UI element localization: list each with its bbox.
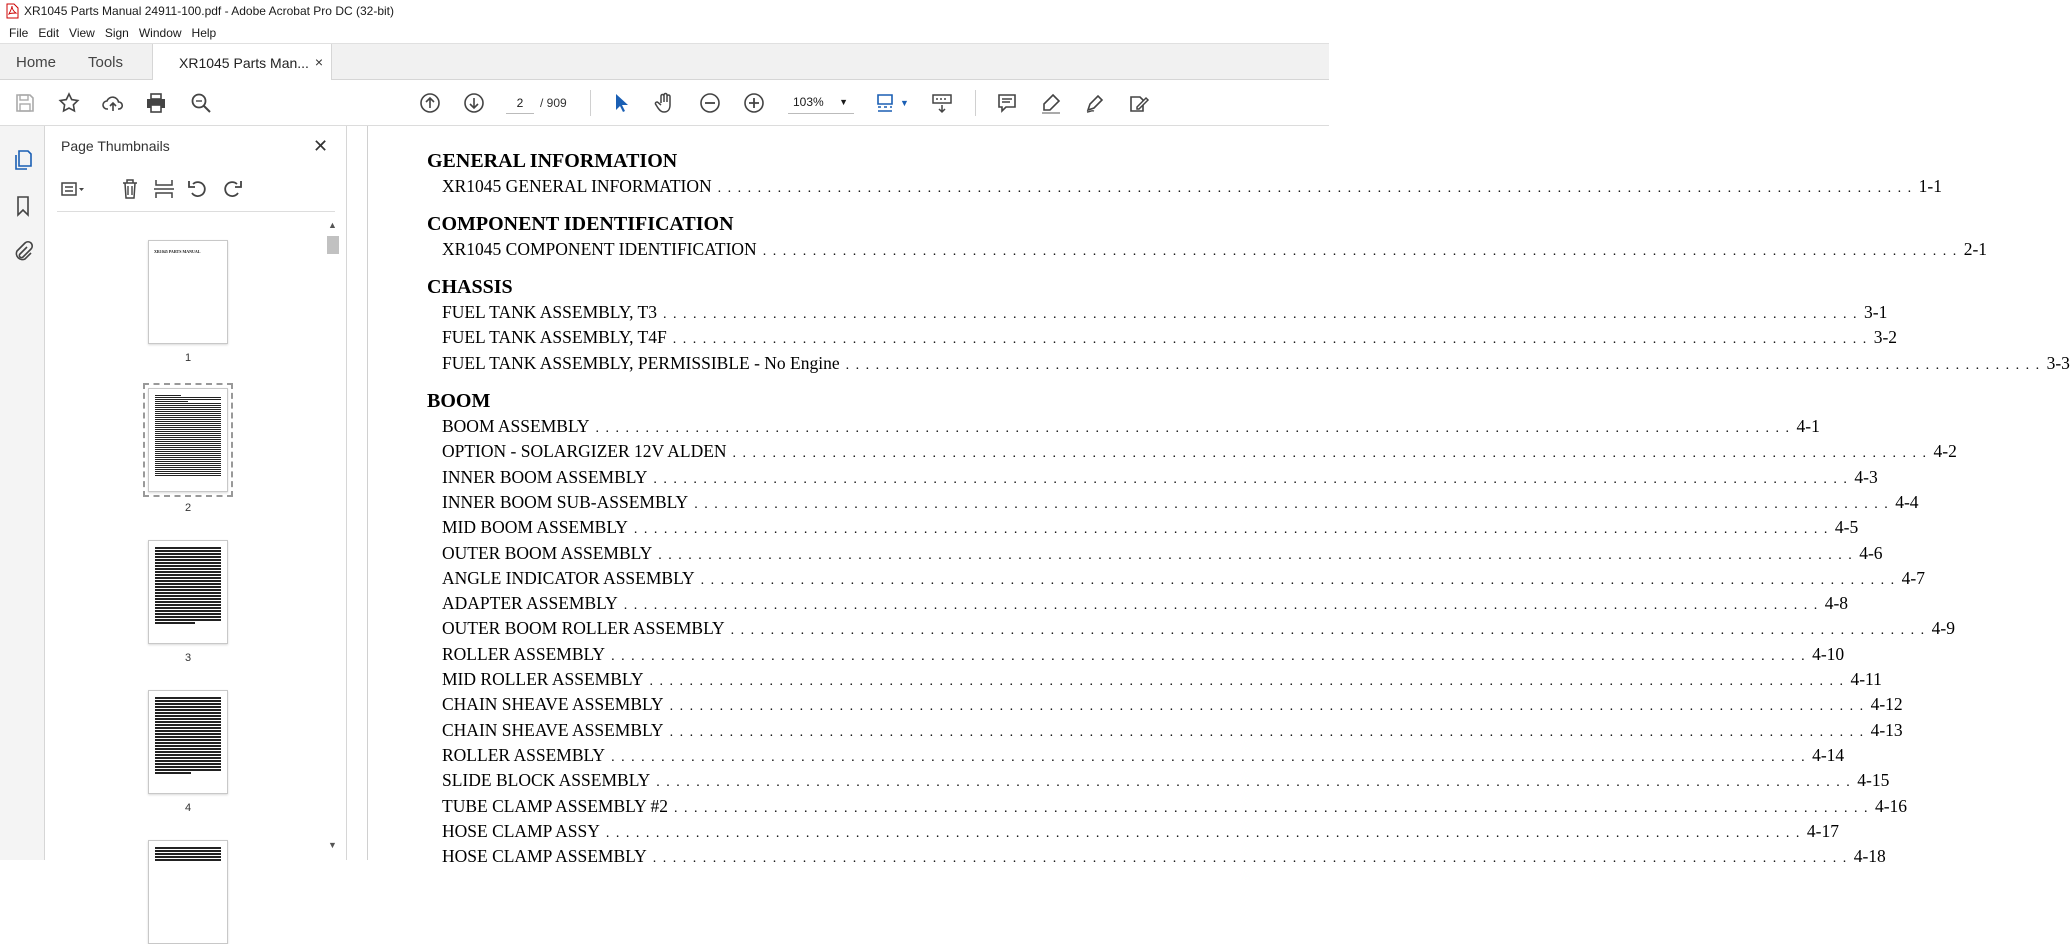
menu-help[interactable]: Help [191, 25, 217, 40]
print-icon[interactable] [143, 90, 169, 116]
toc-entry[interactable] [442, 416, 1820, 438]
toc-entry-page: 4-6 [1859, 542, 1883, 563]
toc-entry-page: 4-8 [1824, 593, 1849, 614]
toolbar-divider [975, 90, 976, 116]
toc-entry[interactable] [442, 593, 1849, 615]
toc-entry[interactable] [442, 441, 1957, 463]
page-number-input[interactable]: 2 [506, 92, 534, 114]
toc-section-heading: CHASSIS [427, 276, 513, 298]
toc-entry-label: OUTER BOOM ROLLER ASSEMBLY [442, 618, 725, 639]
toc-entry[interactable] [442, 820, 1839, 843]
toc-leader-dots: . . . . . . . . . . . . . . . . . . . . . . . . . . . . . . . . . . . . . . . . . . . . . . . . . . . . . . . . . . . . . . . . . . . . . . . . . . . . . . . . . . . . . . . . . . . . . . . . . . . . . . . . . . . . . . . . . . . . . . . . [663, 307, 1858, 322]
toc-leader-dots: . . . . . . . . . . . . . . . . . . . . . . . . . . . . . . . . . . . . . . . . . . . . . . . . . . . . . . . . . . . . . . . . . . . . . . . . . . . . . . . . . . . . . . . . . . . . . . . . . . . . . . . . . . . . . . . . . . . . . . . . [652, 851, 1848, 867]
toc-entry-page: 4-18 [1853, 846, 1886, 867]
toc-entry-label: XR1045 COMPONENT IDENTIFICATION [442, 239, 757, 259]
panel-divider [57, 211, 335, 212]
acrobat-pdf-icon [6, 4, 18, 18]
toc-entry-page: 4-2 [1933, 441, 1957, 462]
toc-entry-label: MID ROLLER ASSEMBLY [442, 669, 644, 689]
thumbnail-options-icon[interactable] [59, 176, 85, 202]
fill-sign-icon[interactable] [1126, 90, 1152, 116]
toc-leader-dots: . . . . . . . . . . . . . . . . . . . . . . . . . . . . . . . . . . . . . . . . . . . . . . . . . . . . . . . . . . . . . . . . . . . . . . . . . . . . . . . . . . . . . . . . . . . . . . . . . . . . . . . . . . . . . . . . . . . . . . . . [649, 674, 1845, 689]
page-fit-dropdown-icon[interactable]: ▼ [900, 98, 909, 108]
toc-entry-label: INNER BOOM ASSEMBLY [442, 466, 648, 487]
toc-entry-page: 4-9 [1931, 618, 1955, 639]
toc-entry-label: FUEL TANK ASSEMBLY, T3 [442, 302, 657, 322]
toc-entry-page: 4-10 [1812, 643, 1845, 664]
scroll-mode-icon[interactable] [929, 90, 955, 116]
toc-entry[interactable] [442, 618, 1955, 640]
select-cursor-icon[interactable] [608, 90, 634, 116]
toc-entry-label: HOSE CLAMP ASSEMBLY [442, 846, 647, 867]
toc-entry-label: CHAIN SHEAVE ASSEMBLY [442, 719, 664, 740]
toc-leader-dots: . . . . . . . . . . . . . . . . . . . . . . . . . . . . . . . . . . . . . . . . . . . . . . . . . . . . . . . . . . . . . . . . . . . . . . . . . . . . . . . . . . . . . . . . . . . . . . . . . . . . . . . . . . . . . . . . . . . . . . . . [694, 496, 1890, 512]
chevron-down-icon: ▼ [839, 97, 848, 107]
bookmark-star-icon[interactable] [56, 90, 82, 116]
tab-document-label: XR1045 Parts Man... [179, 54, 309, 71]
toc-entry-label: ROLLER ASSEMBLY [442, 744, 606, 765]
rotate-clockwise-icon[interactable] [219, 176, 245, 202]
toc-entry-label: CHAIN SHEAVE ASSEMBLY [442, 694, 664, 715]
save-icon[interactable] [12, 90, 38, 116]
toc-entry[interactable] [442, 239, 1988, 261]
panel-toolbar [59, 176, 339, 204]
search-zoom-icon[interactable] [188, 90, 214, 116]
thumbnail-text-lines [155, 697, 221, 787]
toc-entry-label: OUTER BOOM ASSEMBLY [442, 542, 653, 563]
toc-leader-dots: . . . . . . . . . . . . . . . . . . . . . . . . . . . . . . . . . . . . . . . . . . . . . . . . . . . . . . . . . . . . . . . . . . . . . . . . . . . . . . . . . . . . . . . . . . . . . . . . . . . . . . . . . . . . . . . . . . . . . . . . [595, 421, 1791, 436]
toc-entry[interactable] [442, 770, 1890, 792]
toc-leader-dots: . . . . . . . . . . . . . . . . . . . . . . . . . . . . . . . . . . . . . . . . . . . . . . . . . . . . . . . . . . . . . . . . . . . . . . . . . . . . . . . . . . . . . . . . . . . . . . . . . . . . . . . . . . . . . . . . . . . . . . . . [611, 648, 1807, 664]
page-thumbnails-panel [45, 126, 347, 860]
toc-entry-page: 4-12 [1870, 694, 1903, 715]
tab-bar [0, 43, 1329, 80]
toc-entry-page: 4-3 [1854, 466, 1878, 487]
toc-leader-dots: . . . . . . . . . . . . . . . . . . . . . . . . . . . . . . . . . . . . . . . . . . . . . . . . . . . . . . . . . . . . . . . . . . . . . . . . . . . . . . . . . . . . . . . . . . . . . . . . . . . . . . . . . . . . . . . . . . . . . . . . [669, 724, 1865, 740]
toc-leader-dots: . . . . . . . . . . . . . . . . . . . . . . . . . . . . . . . . . . . . . . . . . . . . . . . . . . . . . . . . . . . . . . . . . . . . . . . . . . . . . . . . . . . . . . . . . . . . . . . . . . . . . . . . . . . . . . . . . . . . . . . . [700, 572, 1896, 588]
tab-document[interactable] [152, 44, 332, 81]
thumbnail-page-number: 4 [184, 802, 192, 814]
toc-entry-page: 4-5 [1834, 517, 1859, 538]
bookmarks-icon[interactable] [11, 194, 35, 218]
toc-entry-page: 3-3 [2046, 352, 2070, 373]
toc-leader-dots: . . . . . . . . . . . . . . . . . . . . . . . . . . . . . . . . . . . . . . . . . . . . . . . . . . . . . . . . . . . . . . . . . . . . . . . . . . . . . . . . . . . . . . . . . . . . . . . . . . . . . . . . . . . . . . . . . . . . . . . . [672, 332, 1868, 348]
close-icon[interactable]: ✕ [313, 136, 329, 156]
toc-leader-dots: . . . . . . . . . . . . . . . . . . . . . . . . . . . . . . . . . . . . . . . . . . . . . . . . . . . . . . . . . . . . . . . . . . . . . . . . . . . . . . . . . . . . . . . . . . . . . . . . . . . . . . . . . . . . . . . . . . . . . . . . [653, 471, 1849, 487]
toc-entry[interactable] [442, 846, 1886, 868]
thumbnail-text-lines [155, 395, 221, 485]
next-page-icon[interactable] [461, 90, 487, 116]
toc-entry[interactable] [442, 302, 1888, 324]
document-view [347, 126, 2070, 867]
previous-page-icon[interactable] [417, 90, 443, 116]
toc-leader-dots: . . . . . . . . . . . . . . . . . . . . . . . . . . . . . . . . . . . . . . . . . . . . . . . . . . . . . . . . . . . . . . . . . . . . . . . . . . . . . . . . . . . . . . . . . . . . . . . . . . . . . . . . . . . . . . . . . . . . . . . . [633, 522, 1829, 538]
toc-entry[interactable] [442, 643, 1845, 666]
toc-leader-dots: . . . . . . . . . . . . . . . . . . . . . . . . . . . . . . . . . . . . . . . . . . . . . . . . . . . . . . . . . . . . . . . . . . . . . . . . . . . . . . . . . . . . . . . . . . . . . . . . . . . . . . . . . . . . . . . . . . . . . . . . [656, 775, 1852, 791]
toc-entry-label: OPTION - SOLARGIZER 12V ALDEN [442, 441, 727, 462]
thumbnail-heading: XR1045 PARTS MANUAL [154, 249, 201, 254]
toc-entry-page: 4-17 [1806, 820, 1839, 841]
toc-entry[interactable] [442, 744, 1845, 767]
page-fit-icon[interactable] [872, 90, 898, 116]
toc-leader-dots: . . . . . . . . . . . . . . . . . . . . . . . . . . . . . . . . . . . . . . . . . . . . . . . . . . . . . . . . . . . . . . . . . . . . . . . . . . . . . . . . . . . . . . . . . . . . . . . . . . . . . . . . . . . . . . . . . . . . . . . . [730, 623, 1926, 639]
scroll-down-icon[interactable]: ▼ [328, 840, 337, 850]
toc-leader-dots: . . . . . . . . . . . . . . . . . . . . . . . . . . . . . . . . . . . . . . . . . . . . . . . . . . . . . . . . . . . . . . . . . . . . . . . . . . . . . . . . . . . . . . . . . . . . . . . . . . . . . . . . . . . . . . . . . . . . . . . . [669, 699, 1865, 715]
thumbnail-page-number: 2 [184, 502, 192, 514]
hand-tool-icon[interactable] [652, 90, 678, 116]
toc-entry-label: ROLLER ASSEMBLY [442, 643, 606, 664]
toc-entry-label: ANGLE INDICATOR ASSEMBLY [442, 567, 695, 588]
menu-window[interactable]: Window [138, 25, 182, 40]
toc-entry[interactable] [442, 176, 1942, 198]
rotate-counterclockwise-icon[interactable] [185, 176, 211, 202]
toc-entry-label: FUEL TANK ASSEMBLY, T4F [442, 327, 667, 348]
thumbnail-list [57, 220, 325, 860]
thumbnail-page-number: 3 [184, 652, 192, 664]
delete-page-icon[interactable] [117, 176, 143, 202]
zoom-out-icon[interactable] [697, 90, 723, 116]
toc-entry-page: 4-4 [1895, 491, 1919, 512]
thumbnail-page-number: 1 [184, 352, 192, 364]
page-thumbnails-icon[interactable] [11, 148, 35, 172]
thumbnail-text-lines [155, 847, 221, 937]
toc-entry-label: INNER BOOM SUB-ASSEMBLY [442, 491, 689, 512]
toc-entry[interactable] [442, 567, 1925, 590]
window-title: XR1045 Parts Manual 24911-100.pdf - Adobe Acrobat Pro DC (32-bit) [24, 4, 394, 18]
toc-entry[interactable] [442, 466, 1878, 489]
upload-cloud-icon[interactable] [100, 90, 126, 116]
toc-section-heading: GENERAL INFORMATION [427, 150, 678, 172]
toc-leader-dots: . . . . . . . . . . . . . . . . . . . . . . . . . . . . . . . . . . . . . . . . . . . . . . . . . . . . . . . . . . . . . . . . . . . . . . . . . . . . . . . . . . . . . . . . . . . . . . . . . . . . . . . . . . . . . . . . . . . . . . . . [611, 749, 1807, 765]
toc-entry-page: 4-16 [1874, 795, 1908, 816]
toc-entry[interactable] [442, 719, 1903, 742]
toc-entry-page: 4-7 [1901, 567, 1925, 588]
page-thumbnail-1[interactable] [148, 240, 228, 344]
toc-entry-label: ADAPTER ASSEMBLY [442, 593, 618, 614]
toc-leader-dots: . . . . . . . . . . . . . . . . . . . . . . . . . . . . . . . . . . . . . . . . . . . . . . . . . . . . . . . . . . . . . . . . . . . . . . . . . . . . . . . . . . . . . . . . . . . . . . . . . . . . . . . . . . . . . . . . . . . . . . . . [732, 446, 1928, 462]
thumbnail-text-lines [155, 547, 221, 637]
menu-sign[interactable]: Sign [104, 25, 129, 40]
extract-page-icon[interactable] [151, 176, 177, 202]
navigation-rail [0, 126, 45, 860]
toc-entry[interactable] [442, 795, 1908, 818]
thumbnail-scrollbar[interactable] [326, 220, 340, 856]
toc-entry-label: TUBE CLAMP ASSEMBLY #2 [442, 795, 668, 816]
page-thumbnail-2[interactable] [148, 388, 228, 492]
toc-leader-dots: . . . . . . . . . . . . . . . . . . . . . . . . . . . . . . . . . . . . . . . . . . . . . . . . . . . . . . . . . . . . . . . . . . . . . . . . . . . . . . . . . . . . . . . . . . . . . . . . . . . . . . . . . . . . . . . . . . . . . . . . [762, 244, 1958, 259]
toc-entry[interactable] [442, 694, 1903, 716]
menu-file[interactable]: File [9, 25, 29, 40]
page-thumbnail-3[interactable] [148, 540, 228, 644]
page-thumbnail-5[interactable] [148, 840, 228, 944]
page-thumbnail-4[interactable] [148, 690, 228, 794]
toc-entry[interactable] [442, 352, 2070, 375]
toc-leader-dots: . . . . . . . . . . . . . . . . . . . . . . . . . . . . . . . . . . . . . . . . . . . . . . . . . . . . . . . . . . . . . . . . . . . . . . . . . . . . . . . . . . . . . . . . . . . . . . . . . . . . . . . . . . . . . . . . . . . . . . . . [623, 598, 1819, 614]
toc-entry-page: 4-15 [1857, 770, 1890, 791]
scroll-up-icon[interactable]: ▲ [328, 220, 337, 230]
toc-leader-dots: . . . . . . . . . . . . . . . . . . . . . . . . . . . . . . . . . . . . . . . . . . . . . . . . . . . . . . . . . . . . . . . . . . . . . . . . . . . . . . . . . . . . . . . . . . . . . . . . . . . . . . . . . . . . . . . . . . . . . . . . [658, 547, 1854, 563]
toc-leader-dots: . . . . . . . . . . . . . . . . . . . . . . . . . . . . . . . . . . . . . . . . . . . . . . . . . . . . . . . . . . . . . . . . . . . . . . . . . . . . . . . . . . . . . . . . . . . . . . . . . . . . . . . . . . . . . . . . . . . . . . . . [673, 800, 1869, 816]
toc-entry-page: 1-1 [1918, 176, 1942, 196]
toc-leader-dots: . . . . . . . . . . . . . . . . . . . . . . . . . . . . . . . . . . . . . . . . . . . . . . . . . . . . . . . . . . . . . . . . . . . . . . . . . . . . . . . . . . . . . . . . . . . . . . . . . . . . . . . . . . . . . . . . . . . . . . . . [845, 357, 2041, 373]
toc-entry-label: HOSE CLAMP ASSY [442, 820, 600, 841]
zoom-in-icon[interactable] [741, 90, 767, 116]
menu-view[interactable]: View [69, 25, 95, 40]
highlight-pen-icon[interactable] [1038, 90, 1064, 116]
comment-icon[interactable] [994, 90, 1020, 116]
scrollbar-thumb[interactable] [327, 236, 339, 254]
toc-entry[interactable] [442, 542, 1883, 565]
toc-entry[interactable] [442, 517, 1859, 539]
toc-entry-label: BOOM ASSEMBLY [442, 416, 590, 436]
toc-entry-label: SLIDE BLOCK ASSEMBLY [442, 770, 651, 791]
tab-close-icon[interactable]: × [314, 54, 323, 70]
toc-entry-page: 4-1 [1796, 416, 1820, 436]
toc-entry-page: 4-11 [1850, 669, 1882, 689]
draw-pen-icon[interactable] [1082, 90, 1108, 116]
toc-entry-page: 2-1 [1963, 239, 1988, 259]
toc-leader-dots: . . . . . . . . . . . . . . . . . . . . . . . . . . . . . . . . . . . . . . . . . . . . . . . . . . . . . . . . . . . . . . . . . . . . . . . . . . . . . . . . . . . . . . . . . . . . . . . . . . . . . . . . . . . . . . . . . . . . . . . . [717, 181, 1913, 196]
toc-leader-dots: . . . . . . . . . . . . . . . . . . . . . . . . . . . . . . . . . . . . . . . . . . . . . . . . . . . . . . . . . . . . . . . . . . . . . . . . . . . . . . . . . . . . . . . . . . . . . . . . . . . . . . . . . . . . . . . . . . . . . . . . [605, 825, 1801, 841]
toc-entry-label: MID BOOM ASSEMBLY [442, 517, 628, 538]
toolbar-divider [590, 90, 591, 116]
toc-entry-label: FUEL TANK ASSEMBLY, PERMISSIBLE - No Engine [442, 352, 840, 373]
tab-tools[interactable]: Tools [88, 54, 124, 71]
window-title-bar [0, 0, 1329, 22]
panel-title: Page Thumbnails [61, 138, 170, 154]
attachments-paperclip-icon[interactable] [11, 240, 35, 264]
menu-bar [0, 22, 1329, 43]
toc-section-heading: BOOM [427, 390, 491, 412]
toc-section-heading: COMPONENT IDENTIFICATION [427, 213, 734, 235]
toc-entry-label: XR1045 GENERAL INFORMATION [442, 176, 712, 196]
toc-entry-page: 4-13 [1870, 719, 1903, 740]
zoom-level-select[interactable] [788, 90, 854, 114]
toc-entry[interactable] [442, 327, 1898, 349]
toc-entry-page: 4-14 [1812, 744, 1845, 765]
toc-entry-page: 3-2 [1873, 327, 1898, 348]
tab-home[interactable]: Home [16, 54, 57, 71]
toc-entry[interactable] [442, 669, 1882, 691]
toc-entry[interactable] [442, 491, 1919, 514]
document-page [367, 126, 2070, 867]
menu-edit[interactable]: Edit [38, 25, 60, 40]
toc-entry-page: 3-1 [1864, 302, 1888, 322]
page-total: / 909 [540, 96, 567, 110]
zoom-level-value: 103% [793, 95, 824, 109]
